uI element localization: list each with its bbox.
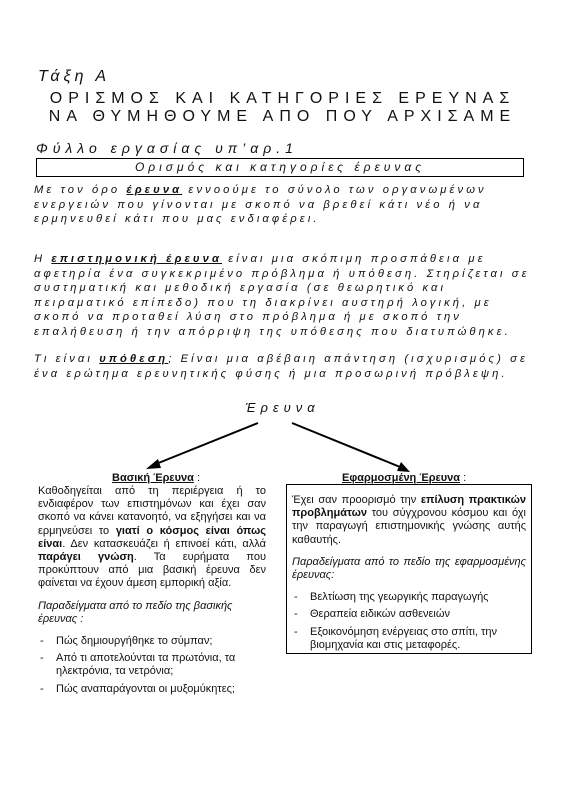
worksheet-label: Φύλλο εργασίας υπ’αρ.1 (36, 140, 298, 156)
definition-paragraph: Με τον όρο έρευνα εννοούμε το σύνολο των οργανωμένων ενεργειών που γίνονται με σκοπό να βρεθεί κάτι νέο ή να ερμηνευθεί κάτι που μας ενδιαφέρει. (34, 184, 487, 226)
arrowhead-basic (146, 459, 161, 469)
list-item: - Από τι αποτελούνται τα πρωτόνια, τα ηλεκτρόνια, τα νετρόνια; (38, 652, 266, 678)
term-scientific-research: επιστημονική έρευνα (51, 253, 222, 265)
list-item: - Πώς αναπαράγονται οι μυξομύκητες; (38, 683, 266, 696)
applied-examples-title: Παραδείγματα από το πεδίο της εφαρμοσμένης έρευνας: (292, 555, 526, 582)
applied-examples-list (292, 591, 526, 652)
basic-examples-list (38, 635, 266, 696)
class-label: Τάξη Α (38, 68, 110, 85)
basic-description: Καθοδηγείται από τη περιέργεια ή το ενδιαφέρον των επιστημόνων και έχει σαν σκοπό να κάνει κατανοητό, να εξηγήσει και να ερμηνεύσει το γιατί ο κόσμος είναι όπως είναι. Δεν κατασκευάζει ή επινοεί κάτι, αλλά παράγει γνώση. Τα ευρήματα που προκύπτουν από μια βασική έρευνα δεν φαίνεται να έχουν άμεση εμπορική αξία. (38, 485, 267, 590)
list-item: - Βελτίωση της γεωργικής παραγωγής (292, 591, 526, 604)
list-item: - Εξοικονόμηση ενέργειας στο σπίτι, την βιομηχανία και στις μεταφορές. (292, 626, 526, 652)
applied-heading: Εφαρμοσμένη Έρευνα : (342, 472, 467, 484)
basic-examples-title: Παραδείγματα από το πεδίο της βασικής έρευνας : (38, 599, 233, 625)
arrow-to-basic (151, 423, 258, 466)
applied-description: Έχει σαν προορισμό την επίλυση πρακτικών προβλημάτων του σύγχρονου κόσμου και όχι την παραγωγή επιστημονικής γνώσης αυτής καθαυτής. (292, 494, 526, 546)
list-item: - Πώς δημιουργήθηκε το σύμπαν; (38, 635, 266, 648)
arrowhead-applied (397, 462, 410, 472)
list-item: - Θεραπεία ειδικών ασθενειών (292, 608, 526, 621)
basic-heading: Βασική Έρευνα : (112, 472, 201, 484)
arrow-to-applied (292, 423, 405, 469)
hypothesis-paragraph: Τι είναι υπόθεση; Είναι μια αβέβαιη απάντηση (ισχυρισμός) σε ένα ερώτημα ερευνητικής φύσης ή μια προσωρινή πρόβλεψη. (34, 353, 528, 380)
basic-research-column (38, 485, 266, 700)
term-hypothesis: υπόθεση (99, 353, 169, 365)
page-subtitle: ΝΑ ΘΥΜΗΘΟΥΜΕ ΑΠΟ ΠΟΥ ΑΡΧΙΣΑΜΕ (48, 108, 517, 125)
diagram-root-label: Έρευνα (245, 400, 320, 415)
term-research: έρευνα (126, 184, 183, 196)
topic-box: Ορισμός και κατηγορίες έρευνας (36, 158, 524, 177)
page-title: ΟΡΙΣΜΟΣ ΚΑΙ ΚΑΤΗΓΟΡΙΕΣ ΕΡΕΥΝΑΣ (49, 90, 516, 107)
applied-research-column (292, 494, 526, 656)
scientific-research-paragraph: Η επιστημονική έρευνα είναι μια σκόπιμη προσπάθεια με αφετηρία ένα συγκεκριμένο πρόβλημα ή υπόθεση. Στηρίζεται σε συστηματική και μεθοδική εργασία (σε θεωρητικό και πειραματικό επίπεδο) που τη διακρίνει αυστηρή λογική, με σκοπό να προταθεί λύση στο πρόβλημα ή με σκοπό την επαλήθευση ή την απόρριψη της υπόθεσης που διατυπώθηκε. (34, 253, 530, 338)
